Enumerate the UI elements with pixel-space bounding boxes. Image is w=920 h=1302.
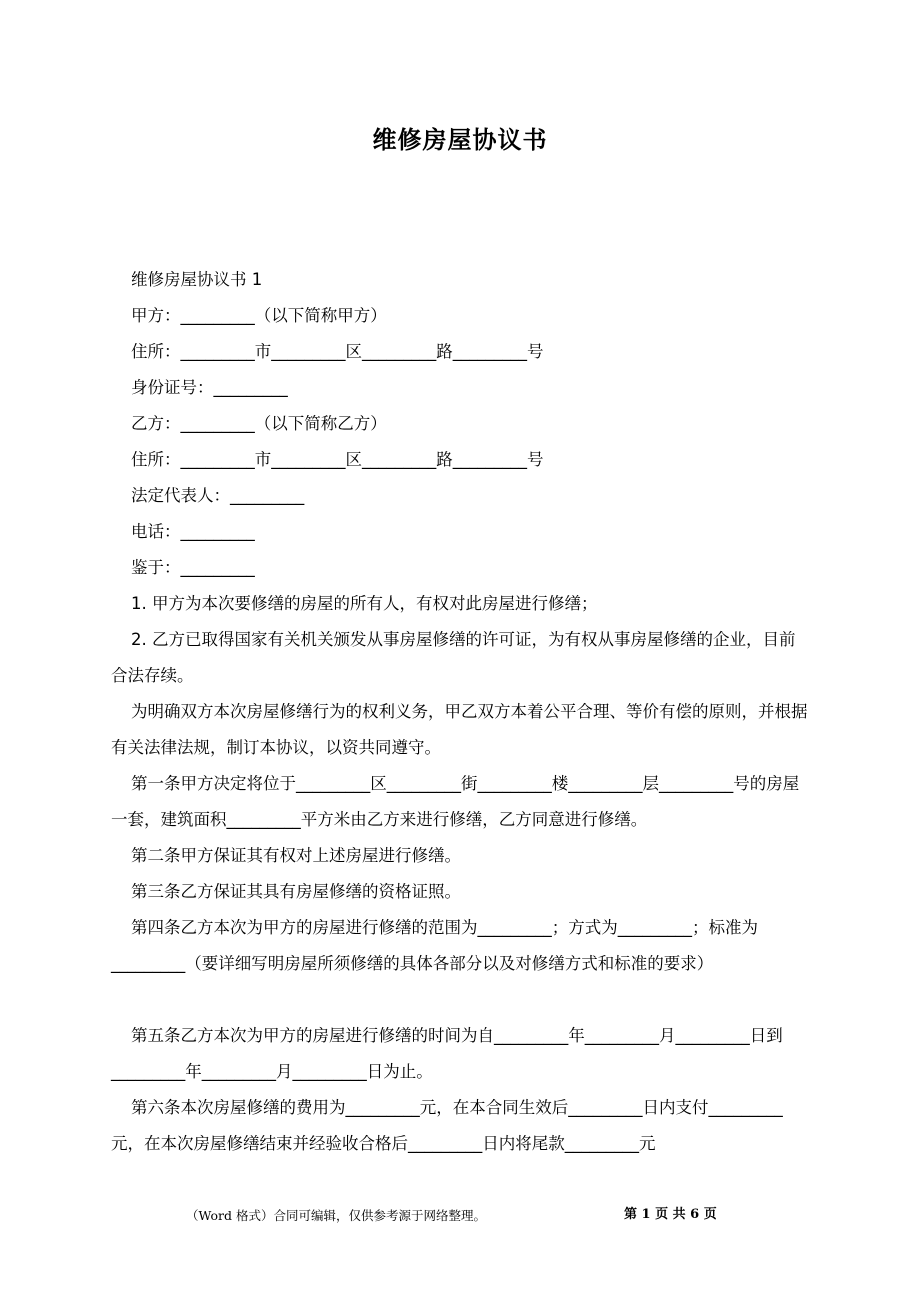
article-6: 第六条本次房屋修缮的费用为_________元，在本合同生效后_________日内支付_________元，在本次房屋修缮结束并经验收合格后_________日内将尾款_________元 <box>111 1098 783 1153</box>
agreement-heading: 维修房屋协议书 1 <box>131 270 263 289</box>
document-body <box>111 262 811 1162</box>
purpose-paragraph: 为明确双方本次房屋修缮行为的权利义务，甲乙双方本着公平合理、等价有偿的原则，并根据有关法律法规，制订本协议，以资共同遵守。 <box>111 702 808 757</box>
page-number: 第 1 页 共 6 页 <box>624 1207 717 1222</box>
phone-line: 电话：_________ <box>131 522 255 541</box>
legal-representative: 法定代表人：_________ <box>131 486 305 505</box>
recital-2: 2. 乙方已取得国家有关机关颁发从事房屋修缮的许可证，为有权从事房屋修缮的企业，目前合法存续。 <box>111 630 796 685</box>
article-2: 第二条甲方保证其有权对上述房屋进行修缮。 <box>131 846 461 865</box>
party-b-line: 乙方：_________（以下简称乙方） <box>131 414 387 433</box>
article-1: 第一条甲方决定将位于_________区_________街_________楼_________层_________号的房屋一套，建筑面积_________平方米由乙方来进行修缮，乙方同意进行修缮。 <box>111 774 800 829</box>
article-4: 第四条乙方本次为甲方的房屋进行修缮的范围为_________；方式为_________；标准为_________（要详细写明房屋所须修缮的具体各部分以及对修缮方式和标准的要求） <box>111 918 758 973</box>
party-a-id: 身份证号：_________ <box>131 378 288 397</box>
recital-1: 1. 甲方为本次要修缮的房屋的所有人，有权对此房屋进行修缮； <box>131 594 598 613</box>
footer-note: （Word 格式）合同可编辑，仅供参考源于网络整理。 <box>186 1208 486 1223</box>
whereas-line: 鉴于：_________ <box>131 558 255 577</box>
party-a-address: 住所：_________市_________区_________路_________号 <box>131 342 544 361</box>
article-5: 第五条乙方本次为甲方的房屋进行修缮的时间为自_________年_________月_________日到_________年_________月_________日为止。 <box>111 1026 783 1081</box>
document-title: 维修房屋协议书 <box>372 126 548 154</box>
party-b-address: 住所：_________市_________区_________路_________号 <box>131 450 544 469</box>
article-3: 第三条乙方保证其具有房屋修缮的资格证照。 <box>131 882 461 901</box>
party-a-line: 甲方：_________（以下简称甲方） <box>131 306 387 325</box>
